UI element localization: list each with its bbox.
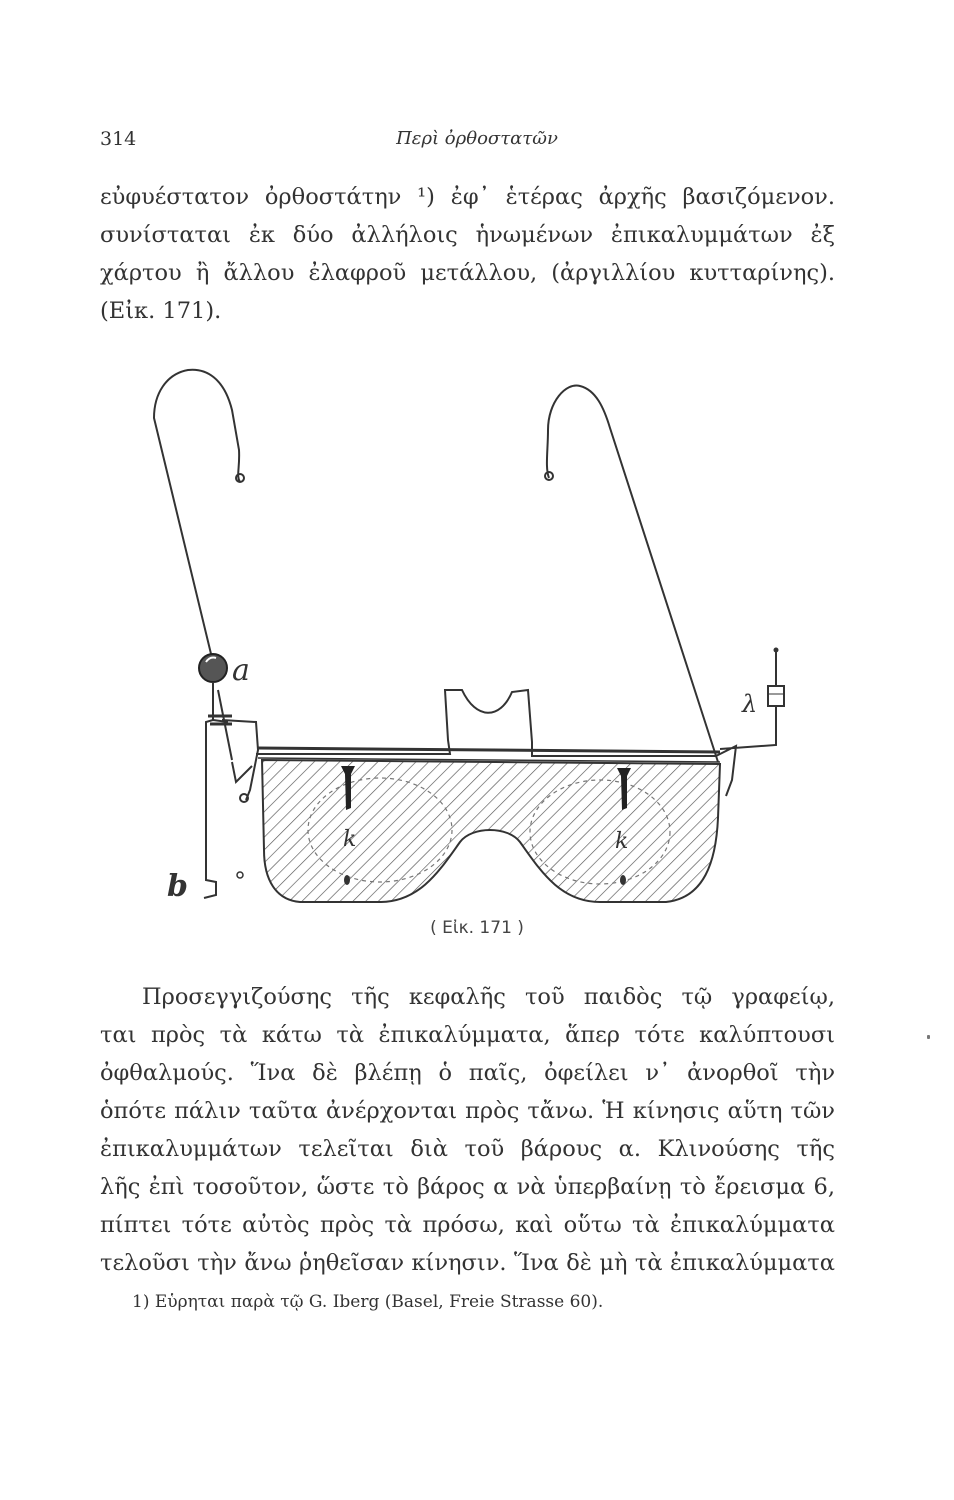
text-line: χάρτου ἢ ἄλλου ἐλαφροῦ μετάλλου, (ἀργιλλίου κυτταρίνης). bbox=[100, 260, 835, 286]
footnote: 1) Εὑρηται παρὰ τῷ G. Iberg (Basel, Freie Strasse 60). bbox=[132, 1292, 604, 1312]
text-line: ἐπικαλυμμάτων τελεῖται διὰ τοῦ βάρους α. Κλινούσης τῆς bbox=[100, 1136, 835, 1162]
text-line: συνίσταται ἐκ δύο ἀλλήλοις ἡνωμένων ἐπικαλυμμάτων ἐξ bbox=[100, 222, 835, 248]
right-temple-wire bbox=[547, 385, 718, 762]
text-line: τελοῦσι τὴν ἄνω ῥηθεῖσαν κίνησιν. Ἵνα δὲ μὴ τὰ ἐπικαλύμματα bbox=[100, 1250, 835, 1276]
label-b: b bbox=[167, 869, 188, 904]
label-k-left: k bbox=[343, 827, 357, 852]
frame-bar bbox=[256, 690, 716, 756]
text-line: πίπτει τότε αὐτὸς πρὸς τὰ πρόσω, καὶ οὕτω τὰ ἐπικαλύμματα bbox=[100, 1212, 835, 1238]
figure-caption: ( Εἰκ. 171 ) bbox=[430, 918, 524, 938]
label-a: a bbox=[232, 653, 250, 688]
text-line: ὁπότε πάλιν ταῦτα ἀνέρχονται πρὸς τἄνω. Ἡ κίνησις αὕτη τῶν bbox=[100, 1098, 835, 1124]
text-line: λῆς ἐπὶ τοσοῦτον, ὥστε τὸ βάρος α νὰ ὑπερβαίνῃ τὸ ἔρεισμα 6, bbox=[100, 1174, 835, 1200]
eye-covers-shield bbox=[262, 760, 720, 902]
right-counterweight-lambda bbox=[716, 652, 776, 796]
paragraph-intro bbox=[100, 178, 835, 330]
label-lambda: λ bbox=[742, 690, 758, 718]
label-k-right: k bbox=[615, 829, 629, 854]
text-line: (Εἰκ. 171). bbox=[100, 298, 222, 324]
support-arm-b bbox=[204, 682, 258, 898]
figure-171-spectacles bbox=[0, 350, 954, 910]
paragraph-explanation bbox=[100, 978, 835, 1282]
page-number: 314 bbox=[100, 128, 137, 150]
text-line: ται πρὸς τὰ κάτω τὰ ἐπικαλύμματα, ἅπερ τότε καλύπτουσι bbox=[100, 1022, 835, 1048]
margin-speck bbox=[927, 1035, 930, 1039]
running-head: Περὶ ὀρθοστατῶν bbox=[396, 128, 558, 149]
text-line: Προσεγγιζούσης τῆς κεφαλῆς τοῦ παιδὸς τῷ γραφείῳ, bbox=[142, 984, 835, 1010]
text-line: ὀφθαλμούς. Ἵνα δὲ βλέπῃ ὁ παῖς, ὀφείλει ν᾿ ἀνορθοῖ τὴν bbox=[100, 1060, 835, 1086]
text-line: εὐφυέστατον ὀρθοστάτην ¹) ἐφ᾿ ἑτέρας ἀρχῆς βασιζόμενον. bbox=[100, 184, 835, 210]
left-temple-wire bbox=[154, 370, 240, 658]
